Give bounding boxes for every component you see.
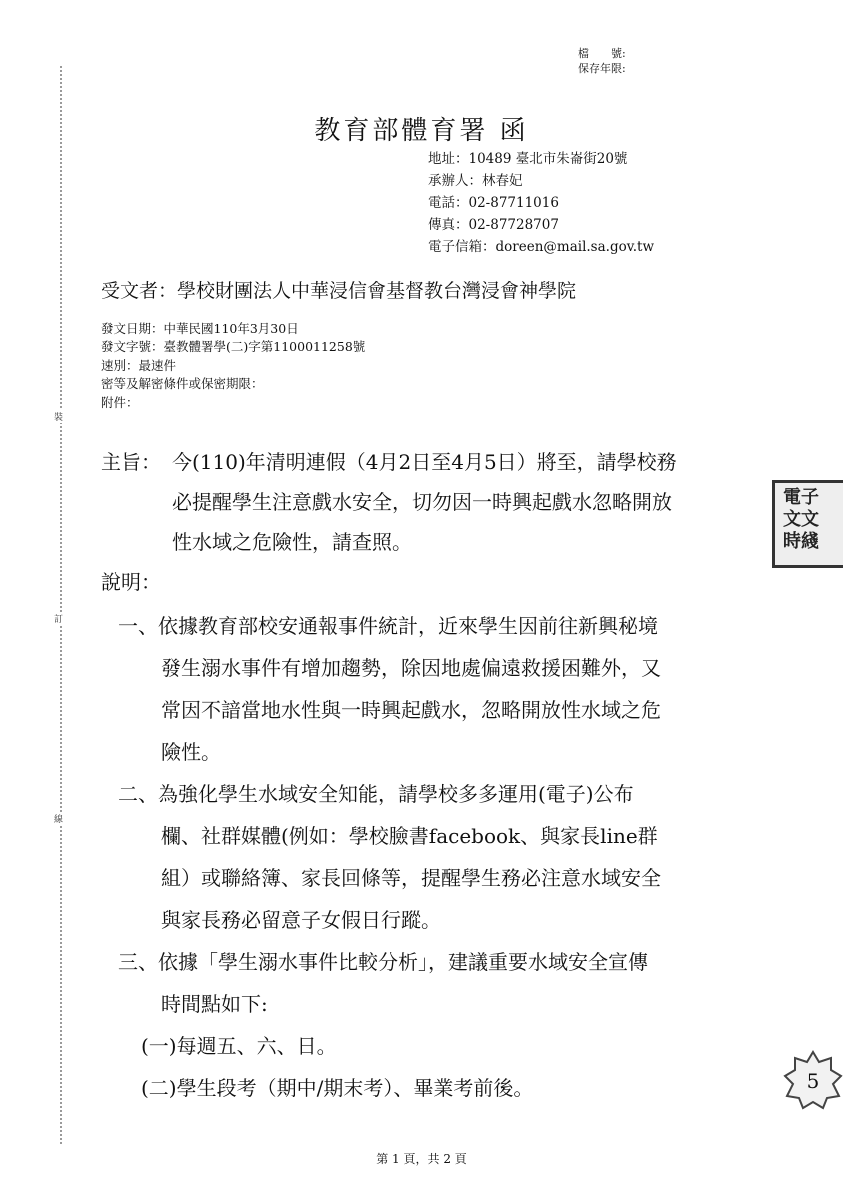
file-info (578, 46, 626, 76)
contact-officer: 承辦人：林春妃 (428, 173, 523, 189)
contact-email: 電子信箱：doreen@mail.sa.gov.tw (428, 239, 655, 255)
description-line: 發生溺水事件有增加趨勢，除因地處偏遠救援困難外，又 (161, 656, 661, 680)
attachment: 附件： (101, 394, 139, 410)
page-seal-icon (783, 1050, 843, 1110)
binding-mark-line: 線 (54, 812, 63, 825)
document-title: 教育部體育署 函 (314, 116, 529, 146)
description-line: 一、依據教育部校安通報事件統計，近來學生因前往新興秘境 (118, 614, 658, 638)
document-number: 發文字號：臺教體署學(二)字第1100011258號 (101, 339, 366, 355)
description-sub-item: (一)每週五、六、日。 (141, 1034, 337, 1058)
page-footer: 第 1 頁，共 2 頁 (376, 1152, 467, 1166)
contact-fax: 傳真：02-87728707 (428, 217, 559, 233)
recipient: 受文者：學校財團法人中華浸信會基督教台灣浸會神學院 (101, 280, 577, 302)
description-line: 三、依據「學生溺水事件比較分析」，建議重要水域安全宣傳 (118, 950, 648, 974)
contact-address: 地址：10489 臺北市朱崙街20號 (428, 151, 628, 167)
delivery-speed: 速別：最速件 (101, 357, 177, 373)
description-line: 組）或聯絡簿、家長回條等，提醒學生務必注意水域安全 (161, 866, 661, 890)
secrecy-level: 密等及解密條件或保密期限： (101, 376, 264, 392)
binding-dotted-line (60, 66, 62, 1144)
contact-block (428, 148, 654, 258)
binding-mark-bind: 裝 (54, 410, 63, 423)
subject-line: 今(110)年清明連假（4月2日至4月5日）將至，請學校務 (172, 450, 677, 474)
description-sub-item: (二)學生段考（期中/期末考）、畢業考前後。 (141, 1076, 534, 1100)
electronic-stamp: 電子 文文 時綫 (772, 480, 843, 568)
description-line: 險性。 (161, 740, 221, 764)
binding-mark-staple: 訂 (54, 612, 63, 625)
description-line: 時間點如下: (161, 992, 268, 1016)
description-line: 欄、社群媒體(例如：學校臉書facebook、與家長line群 (161, 824, 658, 848)
description-label: 說明： (101, 570, 161, 594)
page-seal-number: 5 (806, 1069, 820, 1093)
subject-label: 主旨： (101, 450, 161, 474)
retention-period: 保存年限: (578, 62, 626, 75)
file-number: 檔 號: (578, 47, 626, 60)
subject-line: 必提醒學生注意戲水安全，切勿因一時興起戲水忽略開放 (172, 490, 672, 514)
meta-block (101, 320, 365, 412)
subject-line: 性水域之危險性，請查照。 (172, 530, 412, 554)
contact-phone: 電話：02-87711016 (428, 195, 559, 211)
description-line: 常因不諳當地水性與一時興起戲水，忽略開放性水域之危 (161, 698, 661, 722)
description-line: 與家長務必留意子女假日行蹤。 (161, 908, 441, 932)
issue-date: 發文日期：中華民國110年3月30日 (101, 321, 299, 336)
description-line: 二、為強化學生水域安全知能，請學校多多運用(電子)公布 (118, 782, 634, 806)
